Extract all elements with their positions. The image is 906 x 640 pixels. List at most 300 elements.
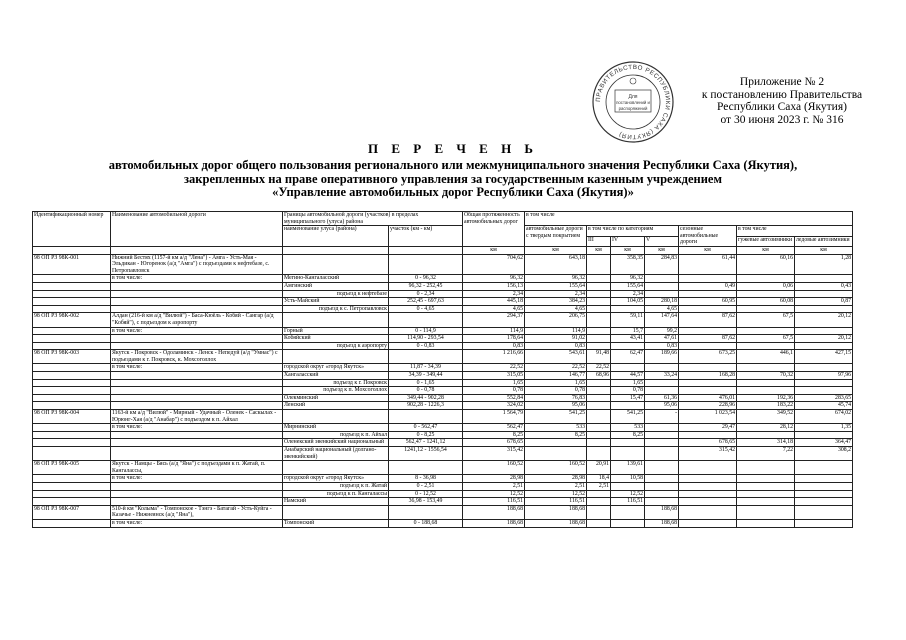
row-ulus: подъезд к п. Жатай — [283, 482, 389, 490]
row-ice: 364,47 — [795, 439, 853, 447]
row-paved: 0,83 — [525, 342, 587, 350]
row-ulus: Анабарский национальный (долгано-эвенкийский) — [283, 447, 389, 461]
row-cat-5 — [645, 290, 679, 298]
table-row — [33, 410, 853, 424]
row-cat-3 — [587, 402, 611, 410]
row-road-name — [111, 290, 283, 298]
table-row — [33, 498, 853, 506]
title-line-2: закрепленных на праве оперативного управления за государственным казенным учреждением — [184, 171, 722, 186]
unit-total: км — [463, 246, 525, 254]
row-cat-5: 4,65 — [645, 305, 679, 313]
row-ice: 20,12 — [795, 335, 853, 343]
row-ice — [795, 431, 853, 439]
row-seasonal — [679, 327, 737, 335]
row-section: 34,39 - 349,44 — [389, 372, 463, 380]
row-cat-5: 95,06 — [645, 402, 679, 410]
table-row — [33, 447, 853, 461]
table-row — [33, 475, 853, 483]
header-name: Наименование автомобильной дороги — [111, 212, 283, 247]
row-cat-5: 0,83 — [645, 342, 679, 350]
row-seasonal: 87,62 — [679, 313, 737, 327]
seal-ring-text: ПРАВИТЕЛЬСТВО РЕСПУБЛИКИ САХА (ЯКУТИЯ) — [594, 63, 672, 141]
row-road-name: в том числе: — [111, 475, 283, 483]
row-road-name: Алдан (216-й км а/д "Вилюй") - Баса-Кюёль - Кобяй - Сангар (а/д "Кобяй"), с подъездом к аэропорту — [111, 313, 283, 327]
row-cat-4 — [611, 447, 645, 461]
row-cat-3 — [587, 447, 611, 461]
row-winter: 7,22 — [737, 447, 795, 461]
row-ice — [795, 498, 853, 506]
row-ice — [795, 490, 853, 498]
row-section: 0 - 2,34 — [389, 290, 463, 298]
table-row — [33, 402, 853, 410]
row-section: 8 - 36,98 — [389, 475, 463, 483]
row-ulus — [283, 254, 389, 275]
row-ice — [795, 364, 853, 372]
row-cat-3: 18,4 — [587, 475, 611, 483]
row-winter — [737, 379, 795, 387]
header-paved: автомобильные дороги с твердым покрытием — [525, 226, 587, 247]
row-ulus: подъезд к п. Мохсоголлох — [283, 387, 389, 395]
row-winter — [737, 290, 795, 298]
row-cat-4 — [611, 305, 645, 313]
row-id — [33, 475, 111, 483]
row-ice — [795, 505, 853, 519]
row-cat-5: 280,18 — [645, 298, 679, 306]
row-cat-3 — [587, 505, 611, 519]
row-cat-4: 44,57 — [611, 372, 645, 380]
row-seasonal — [679, 431, 737, 439]
row-winter: 67,5 — [737, 313, 795, 327]
row-ulus: городской округ «город Якутск» — [283, 475, 389, 483]
row-total: 4,65 — [463, 305, 525, 313]
table-row — [33, 387, 853, 395]
row-cat-3 — [587, 439, 611, 447]
row-winter: 60,08 — [737, 298, 795, 306]
row-cat-4 — [611, 505, 645, 519]
row-winter: 70,32 — [737, 372, 795, 380]
row-paved: 91,02 — [525, 335, 587, 343]
row-cat-5: 33,24 — [645, 372, 679, 380]
row-cat-5: 61,36 — [645, 394, 679, 402]
row-winter — [737, 342, 795, 350]
row-road-name — [111, 439, 283, 447]
table-row — [33, 313, 853, 327]
row-total: 12,52 — [463, 490, 525, 498]
row-cat-5 — [645, 447, 679, 461]
row-cat-4: 62,47 — [611, 350, 645, 364]
row-paved: 160,52 — [525, 461, 587, 475]
unit-row — [33, 246, 853, 254]
row-cat-5 — [645, 379, 679, 387]
row-section: 0 - 562,47 — [389, 424, 463, 432]
row-road-name — [111, 305, 283, 313]
row-section: 349,44 - 902,28 — [389, 394, 463, 402]
row-seasonal — [679, 387, 737, 395]
row-seasonal — [679, 379, 737, 387]
row-section: 96,32 - 252,45 — [389, 282, 463, 290]
row-cat-5: 47,61 — [645, 335, 679, 343]
row-seasonal: 673,25 — [679, 350, 737, 364]
row-ice — [795, 290, 853, 298]
row-section — [389, 505, 463, 519]
row-id — [33, 372, 111, 380]
document-title — [0, 141, 906, 200]
row-ulus: подъезд к аэропорту — [283, 342, 389, 350]
row-id — [33, 387, 111, 395]
row-ulus — [283, 313, 389, 327]
row-id — [33, 364, 111, 372]
row-section: 1241,12 - 1556,54 — [389, 447, 463, 461]
row-road-name — [111, 298, 283, 306]
row-seasonal: 60,95 — [679, 298, 737, 306]
row-seasonal: 315,42 — [679, 447, 737, 461]
row-cat-5 — [645, 475, 679, 483]
row-ulus: Мирнинский — [283, 424, 389, 432]
row-ulus: Горный — [283, 327, 389, 335]
row-seasonal: 476,01 — [679, 394, 737, 402]
header-total: Общая протяженность автомобильных дорог — [463, 212, 525, 247]
table-row — [33, 275, 853, 283]
row-cat-3 — [587, 254, 611, 275]
table-row — [33, 439, 853, 447]
row-ice: 0,43 — [795, 282, 853, 290]
row-road-name — [111, 402, 283, 410]
row-paved — [525, 439, 587, 447]
row-ice: 45,74 — [795, 402, 853, 410]
row-road-name: в том числе: — [111, 519, 283, 527]
row-winter — [737, 482, 795, 490]
row-id — [33, 394, 111, 402]
table-row — [33, 350, 853, 364]
row-id — [33, 439, 111, 447]
row-road-name — [111, 482, 283, 490]
table-row — [33, 394, 853, 402]
row-cat-5: 99,2 — [645, 327, 679, 335]
row-seasonal: 168,28 — [679, 372, 737, 380]
row-total: 188,68 — [463, 505, 525, 519]
row-paved: 4,65 — [525, 305, 587, 313]
row-cat-5 — [645, 439, 679, 447]
row-ulus: подъезд к с. Петропавловск — [283, 305, 389, 313]
row-id: 98 ОП РЗ 98К-003 — [33, 350, 111, 364]
header-incl-2: в том числе — [737, 226, 853, 236]
row-cat-5 — [645, 424, 679, 432]
row-paved: 384,23 — [525, 298, 587, 306]
row-seasonal — [679, 475, 737, 483]
row-road-name — [111, 379, 283, 387]
row-section — [389, 313, 463, 327]
row-id — [33, 498, 111, 506]
header-incl: в том числе — [525, 212, 853, 226]
row-paved: 28,98 — [525, 475, 587, 483]
row-cat-5 — [645, 275, 679, 283]
seal-inner-line-2: постановлений и — [616, 100, 650, 105]
row-ice — [795, 475, 853, 483]
row-total: 96,32 — [463, 275, 525, 283]
row-total: 1 564,79 — [463, 410, 525, 424]
row-road-name — [111, 447, 283, 461]
row-cat-3 — [587, 394, 611, 402]
row-id: 98 ОП РЗ 98К-007 — [33, 505, 111, 519]
row-id — [33, 482, 111, 490]
row-seasonal — [679, 305, 737, 313]
row-ulus: Кобяйский — [283, 335, 389, 343]
row-cat-5 — [645, 490, 679, 498]
row-winter: 28,12 — [737, 424, 795, 432]
row-section: 0 - 4,65 — [389, 305, 463, 313]
row-ulus: Олекминский — [283, 394, 389, 402]
header-by-category: в том числе по категориям — [587, 226, 679, 236]
row-paved: 146,77 — [525, 372, 587, 380]
row-road-name — [111, 498, 283, 506]
row-cat-5 — [645, 364, 679, 372]
row-cat-4 — [611, 364, 645, 372]
row-cat-4: 155,64 — [611, 282, 645, 290]
row-road-name — [111, 335, 283, 343]
row-seasonal: 87,62 — [679, 335, 737, 343]
row-cat-5 — [645, 461, 679, 475]
row-winter — [737, 364, 795, 372]
row-ulus: Намский — [283, 498, 389, 506]
row-ice: 20,12 — [795, 313, 853, 327]
row-cat-3 — [587, 410, 611, 424]
row-cat-5 — [645, 498, 679, 506]
row-paved: 533 — [525, 424, 587, 432]
row-cat-3 — [587, 490, 611, 498]
row-total: 2,34 — [463, 290, 525, 298]
row-paved: 95,06 — [525, 402, 587, 410]
appendix-line-4: от 30 июня 2023 г. № 316 — [720, 113, 844, 126]
row-winter — [737, 519, 795, 527]
row-cat-4 — [611, 439, 645, 447]
seal-inner-line-3: распоряжений — [618, 106, 648, 111]
row-winter: 183,22 — [737, 402, 795, 410]
table-row — [33, 282, 853, 290]
row-winter: 67,5 — [737, 335, 795, 343]
row-id — [33, 275, 111, 283]
row-id — [33, 290, 111, 298]
row-total: 294,37 — [463, 313, 525, 327]
row-road-name: Нижний Бестях (1157-й км а/д "Лена") - Амга - Усть-Мая - Эльдикан - Югоренок (а/д "Амга") с подъездами к нефтебазе, с. Петропавловск — [111, 254, 283, 275]
row-seasonal: 1 023,54 — [679, 410, 737, 424]
row-ice: 283,65 — [795, 394, 853, 402]
row-road-name: в том числе: — [111, 364, 283, 372]
row-section — [389, 410, 463, 424]
row-seasonal — [679, 498, 737, 506]
row-cat-3 — [587, 335, 611, 343]
row-cat-3 — [587, 313, 611, 327]
row-cat-3 — [587, 498, 611, 506]
row-road-name: Якутск - Намцы - Бясь (а/д "Яна") с подъездами к п. Жатай, п. Кангаласcы, — [111, 461, 283, 475]
row-paved: 76,83 — [525, 394, 587, 402]
roads-table — [32, 211, 853, 528]
row-total: 22,52 — [463, 364, 525, 372]
table-row — [33, 461, 853, 475]
row-ice: 97,96 — [795, 372, 853, 380]
row-ice: 0,87 — [795, 298, 853, 306]
row-cat-5: 188,68 — [645, 505, 679, 519]
unit-cat-4: км — [611, 246, 645, 254]
row-id — [33, 447, 111, 461]
row-ice: 308,2 — [795, 447, 853, 461]
row-seasonal — [679, 342, 737, 350]
row-road-name: в том числе: — [111, 424, 283, 432]
row-cat-5: 147,64 — [645, 313, 679, 327]
title-heading: П Е Р Е Ч Е Н Ь — [367, 141, 539, 156]
row-total: 562,47 — [463, 424, 525, 432]
row-section — [389, 350, 463, 364]
row-cat-3 — [587, 282, 611, 290]
row-paved: 96,32 — [525, 275, 587, 283]
row-ulus: Амгинский — [283, 282, 389, 290]
row-winter — [737, 431, 795, 439]
row-total: 315,42 — [463, 447, 525, 461]
row-total: 1,65 — [463, 379, 525, 387]
row-cat-5: - — [645, 410, 679, 424]
appendix-line-3: Республики Саха (Якутия) — [717, 101, 847, 113]
row-seasonal — [679, 490, 737, 498]
row-cat-4 — [611, 342, 645, 350]
row-section: 0 - 1,65 — [389, 379, 463, 387]
row-winter — [737, 387, 795, 395]
row-cat-4 — [611, 482, 645, 490]
row-paved: 8,25 — [525, 431, 587, 439]
table-row — [33, 379, 853, 387]
row-winter: 446,1 — [737, 350, 795, 364]
row-road-name: в том числе: — [111, 275, 283, 283]
row-ulus — [283, 505, 389, 519]
row-ulus — [283, 410, 389, 424]
row-total: 116,51 — [463, 498, 525, 506]
row-cat-4: 15,7 — [611, 327, 645, 335]
table-row — [33, 431, 853, 439]
row-ulus: Хангаласский — [283, 372, 389, 380]
row-road-name: в том числе: — [111, 327, 283, 335]
row-paved: 12,52 — [525, 490, 587, 498]
row-ice — [795, 519, 853, 527]
row-cat-3 — [587, 424, 611, 432]
row-paved: 188,68 — [525, 505, 587, 519]
row-winter — [737, 461, 795, 475]
row-winter — [737, 490, 795, 498]
row-total: 114,9 — [463, 327, 525, 335]
row-ulus: подъезд к г. Покровск — [283, 379, 389, 387]
row-total: 178,64 — [463, 335, 525, 343]
row-paved: 155,64 — [525, 282, 587, 290]
row-ice: 427,15 — [795, 350, 853, 364]
row-section: 902,28 - 1226,3 — [389, 402, 463, 410]
row-winter — [737, 498, 795, 506]
row-total: 552,84 — [463, 394, 525, 402]
row-paved: 116,51 — [525, 498, 587, 506]
header-ice: ледовые автозимники — [795, 236, 853, 246]
row-seasonal: 61,44 — [679, 254, 737, 275]
row-cat-5 — [645, 282, 679, 290]
row-id — [33, 327, 111, 335]
appendix-line-2: к постановлению Правительства — [701, 88, 863, 101]
appendix-block — [672, 76, 892, 126]
row-winter — [737, 327, 795, 335]
unit-cat-5: км — [645, 246, 679, 254]
row-ulus — [283, 350, 389, 364]
row-cat-3 — [587, 379, 611, 387]
row-section: 252,45 - 697,63 — [389, 298, 463, 306]
unit-cat-3: км — [587, 246, 611, 254]
row-road-name — [111, 372, 283, 380]
row-total: 0,83 — [463, 342, 525, 350]
unit-winter: км — [737, 246, 795, 254]
row-cat-4: 139,61 — [611, 461, 645, 475]
row-id — [33, 379, 111, 387]
row-ulus: Оленекский эвенкийский национальный — [283, 439, 389, 447]
row-paved: 643,18 — [525, 254, 587, 275]
row-cat-4: 1,65 — [611, 379, 645, 387]
row-total: 160,52 — [463, 461, 525, 475]
row-cat-4: 358,35 — [611, 254, 645, 275]
row-road-name — [111, 431, 283, 439]
row-seasonal — [679, 519, 737, 527]
row-total: 188,68 — [463, 519, 525, 527]
row-cat-5 — [645, 482, 679, 490]
table-row — [33, 519, 853, 527]
row-cat-4: 533 — [611, 424, 645, 432]
row-id: 98 ОП РЗ 98К-004 — [33, 410, 111, 424]
row-section — [389, 461, 463, 475]
table-row — [33, 254, 853, 275]
header-cat-3: III — [587, 236, 611, 246]
row-section: 0 - 8,25 — [389, 431, 463, 439]
row-paved: 543,61 — [525, 350, 587, 364]
row-road-name — [111, 394, 283, 402]
table-row — [33, 490, 853, 498]
unit-ice: км — [795, 246, 853, 254]
row-ulus: подъезд к п. Айхал — [283, 431, 389, 439]
row-total: 324,02 — [463, 402, 525, 410]
row-seasonal — [679, 482, 737, 490]
row-total: 678,65 — [463, 439, 525, 447]
row-section: 0 - 2,51 — [389, 482, 463, 490]
row-id — [33, 424, 111, 432]
header-id: Идентификационный номер — [33, 212, 111, 247]
row-cat-3 — [587, 275, 611, 283]
row-cat-3: 22,52 — [587, 364, 611, 372]
appendix-line-1: Приложение № 2 — [739, 76, 825, 88]
table-row — [33, 290, 853, 298]
row-section: 11,87 - 34,39 — [389, 364, 463, 372]
row-cat-4: 104,05 — [611, 298, 645, 306]
row-id — [33, 335, 111, 343]
table-row — [33, 364, 853, 372]
row-ulus: Томпонский — [283, 519, 389, 527]
table-body — [33, 254, 853, 527]
row-id — [33, 402, 111, 410]
table-row — [33, 482, 853, 490]
row-seasonal: 29,47 — [679, 424, 737, 432]
row-cat-5 — [645, 431, 679, 439]
row-id — [33, 342, 111, 350]
row-cat-3: 20,91 — [587, 461, 611, 475]
header-cat-4: IV — [611, 236, 645, 246]
row-cat-4: 541,25 — [611, 410, 645, 424]
table-row — [33, 424, 853, 432]
row-seasonal — [679, 290, 737, 298]
header-section: участок (км - км) — [389, 226, 463, 247]
row-cat-5: 188,68 — [645, 519, 679, 527]
row-total: 2,51 — [463, 482, 525, 490]
row-total: 8,25 — [463, 431, 525, 439]
row-cat-5 — [645, 387, 679, 395]
table-row — [33, 327, 853, 335]
